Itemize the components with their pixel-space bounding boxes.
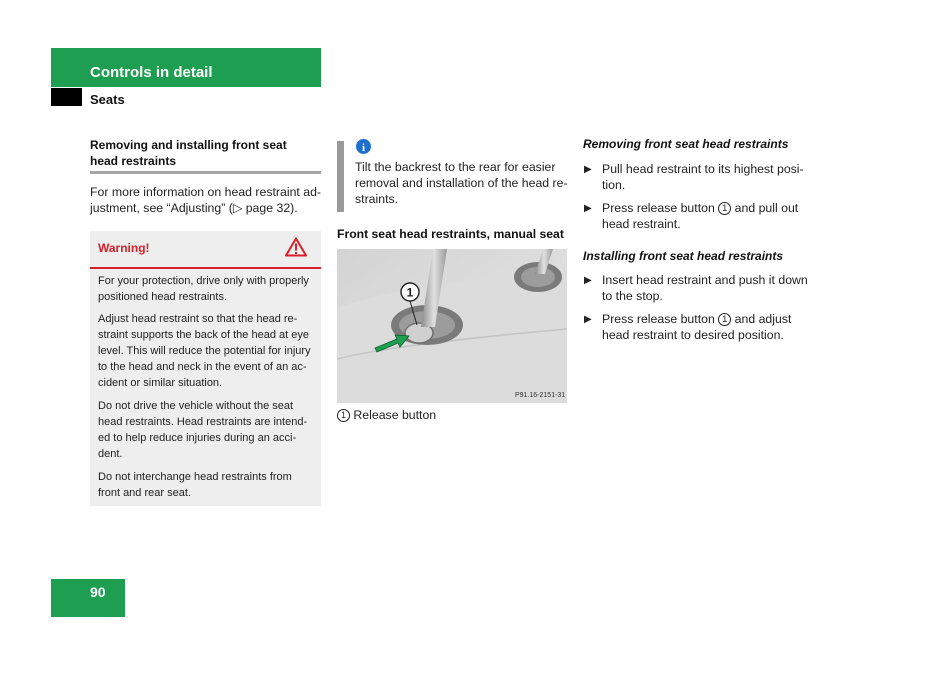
paragraph-line: justment, see “Adjusting” (▷ page 32). [90, 201, 298, 215]
info-bar [337, 141, 344, 212]
page-number: 90 [90, 584, 106, 600]
warning-line: positioned head restraints. [98, 291, 228, 303]
warning-line: cident or similar situation. [98, 377, 223, 389]
section-marker [51, 88, 82, 106]
warning-line: front and rear seat. [98, 487, 191, 499]
removing-heading: Removing front seat head restraints [583, 137, 789, 151]
warning-line: head restraints. Head restraints are intend- [98, 416, 308, 428]
chapter-title: Controls in detail [90, 64, 213, 81]
warning-line: Do not interchange head restraints from [98, 471, 292, 483]
step-line: head restraint to desired position. [602, 328, 784, 342]
warning-paragraph [98, 398, 316, 462]
figure-caption [337, 408, 436, 422]
step-line: tion. [602, 178, 626, 192]
head-restraint-figure [337, 249, 567, 403]
paragraph-line: For more information on head restraint ad- [90, 185, 322, 199]
callout-number: 1 [718, 313, 731, 326]
removing-step [602, 200, 817, 232]
page-number-band [51, 579, 125, 617]
installing-heading: Installing front seat head restraints [583, 249, 784, 263]
heading-line: Removing and installing front seat [90, 138, 287, 152]
figure-title: Front seat head restraints, manual seat [337, 227, 564, 241]
info-line: removal and installation of the head re- [355, 176, 568, 190]
warning-title: Warning! [98, 241, 150, 255]
heading-line: head restraints [90, 154, 177, 168]
info-line: straints. [355, 192, 399, 206]
step-line: Press release button 1 and adjust [602, 312, 792, 326]
warning-paragraph [98, 311, 316, 391]
bullet-arrow-icon: ▶ [584, 203, 592, 214]
warning-line: Adjust head restraint so that the head re- [98, 313, 298, 325]
step-line: head restraint. [602, 217, 681, 231]
intro-paragraph [90, 184, 326, 216]
warning-line: Do not drive the vehicle without the seat [98, 400, 294, 412]
warning-line: to the head and neck in the event of an ac- [98, 361, 307, 373]
figure-callout: 1 [406, 285, 414, 300]
removing-step [602, 161, 817, 193]
info-line: Tilt the backrest to the rear for easier [355, 160, 556, 174]
warning-line: ed to help reduce injuries during an acci- [98, 432, 297, 444]
step-line: Insert head restraint and push it down [602, 273, 808, 287]
bullet-arrow-icon: ▶ [584, 275, 592, 286]
heading-rule [90, 171, 321, 174]
info-text [355, 159, 570, 207]
figure-code: P91.16-2151-31 [515, 392, 566, 399]
callout-number: 1 [337, 409, 350, 422]
warning-line: straint supports the back of the head at eye [98, 329, 309, 341]
caption-text: Release button [353, 408, 437, 422]
section-title: Seats [90, 92, 125, 107]
installing-step [602, 311, 817, 343]
step-line: to the stop. [602, 289, 663, 303]
warning-line: For your protection, drive only with properly [98, 275, 309, 287]
warning-triangle-icon [285, 237, 307, 257]
bullet-arrow-icon: ▶ [584, 164, 592, 175]
step-line: Press release button 1 and pull out [602, 201, 799, 215]
installing-step [602, 272, 817, 304]
warning-paragraph [98, 273, 316, 305]
callout-number: 1 [718, 202, 731, 215]
warning-paragraph [98, 469, 316, 501]
warning-line: dent. [98, 448, 123, 460]
info-symbol: i [361, 141, 366, 154]
info-icon [356, 139, 371, 154]
warning-line: level. This will reduce the potential for injury [98, 345, 311, 357]
step-line: Pull head restraint to its highest posi- [602, 162, 804, 176]
removing-installing-heading [90, 137, 321, 169]
bullet-arrow-icon: ▶ [584, 314, 592, 325]
